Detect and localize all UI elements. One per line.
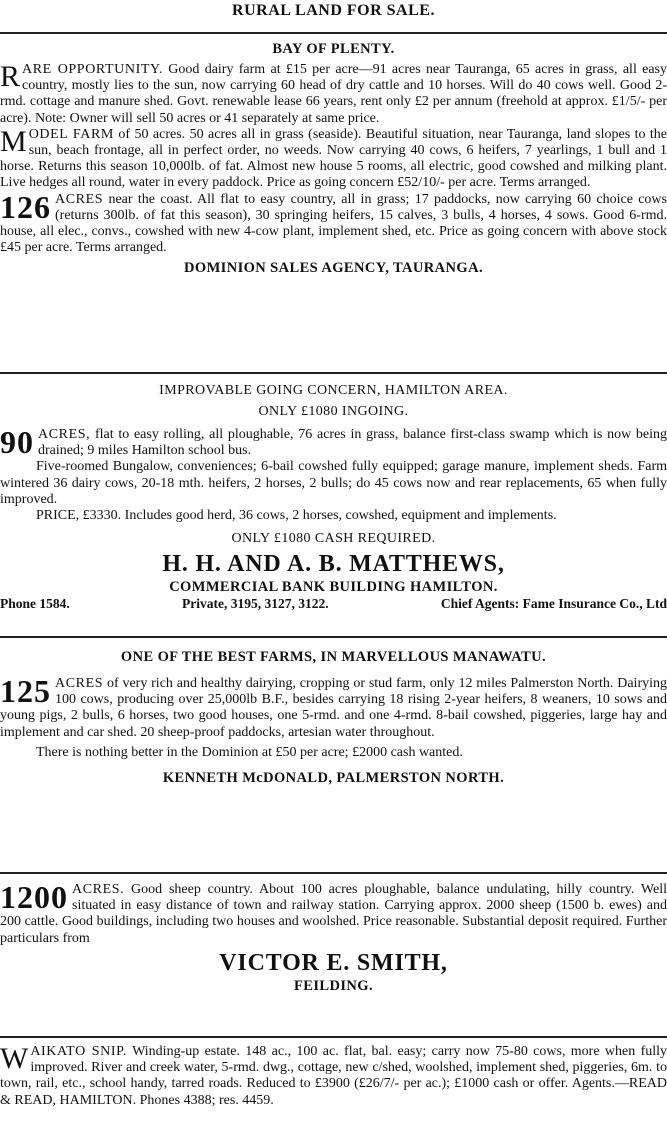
hamilton-text-3: PRICE, £3330. Includes good herd, 36 cows, 2 horses, cowshed, equipment and implements. xyxy=(36,508,557,524)
hamilton-dropcap: 90 xyxy=(0,424,34,460)
hamilton-ad xyxy=(0,424,667,460)
hamilton-chief-agents: Chief Agents: Fame Insurance Co., Ltd xyxy=(440,596,667,612)
sheep-country-section xyxy=(0,879,667,995)
waikato-section xyxy=(0,1044,667,1109)
bay-ad-2-lead: ODEL FARM xyxy=(28,126,114,142)
bay-ad-2-text: of 50 acres. 50 acres all in grass (seaside). Beautiful situation, near Tauranga, land slopes to the sun, beach frontage, all in perfect order, no weeds. Now carrying 40 cows, 6 heifers, 7 yearlings, 1 bull and 1 horse. Returns this season 10,000lb. of fat. Almost new house 5 rooms, all electric, good cowshed and milking plant. Live hedges all round, water in every paddock. Price as going concern £52/10/- per acre. Terms arranged. xyxy=(0,126,667,191)
hamilton-rule xyxy=(0,636,667,638)
sheep-agent: VICTOR E. SMITH, xyxy=(219,949,448,976)
manawatu-heading: ONE OF THE BEST FARMS, IN MARVELLOUS MANAWATU. xyxy=(120,649,547,665)
bay-ad-1-dropcap: R xyxy=(0,60,22,93)
hamilton-lead: ACRES, xyxy=(38,427,91,442)
hamilton-phone-line xyxy=(0,596,667,612)
manawatu-text-2: There is nothing better in the Dominion at £50 per acre; £2000 cash wanted. xyxy=(36,744,463,760)
sheep-place: FEILDING. xyxy=(294,977,373,994)
hamilton-subheading: ONLY £1080 INGOING. xyxy=(258,404,409,419)
sheep-dropcap: 1200 xyxy=(0,879,68,915)
hamilton-heading: IMPROVABLE GOING CONCERN, HAMILTON AREA. xyxy=(159,383,508,398)
hamilton-section xyxy=(0,382,667,612)
manawatu-ad xyxy=(0,673,667,741)
manawatu-lead: ACRES xyxy=(55,676,104,691)
bay-ad-3-text: near the coast. All flat to easy country, all in grass; 17 paddocks, now carrying 60 choice cows (returns 300lb. of fat this season), 30 springing heifers, 15 calves, 3 bulls, 4 horses, 4 sows. Good 6-rmd. house, all elec., convs., cowshed with new 4-cow plant, implement shed, etc. Price as going concern with above stock £45 per acre. Terms arranged. xyxy=(0,191,667,256)
manawatu-rule xyxy=(0,872,667,874)
bay-heading: BAY OF PLENTY. xyxy=(272,41,395,57)
hamilton-agent: H. H. AND A. B. MATTHEWS, xyxy=(162,551,505,578)
bay-ad-2-dropcap: M xyxy=(0,124,28,158)
sheep-text: Good sheep country. About 100 acres ploughable, balance undulating, hilly country. Well situated in easy distance of town and railway station. Carrying approx. 2000 sheep (1500 b. ewes) and 200 cattle. Good buildings, including two houses and woolshed. Price reasonable. Substantial deposit required. Further particulars from xyxy=(0,882,667,946)
hamilton-text: flat to easy rolling, all ploughable, 76 acres in grass, balance first-class swamp which is now being drained; 9 miles Hamilton school bus. xyxy=(38,427,667,459)
waikato-dropcap: W xyxy=(0,1042,30,1075)
hamilton-address: COMMERCIAL BANK BUILDING HAMILTON. xyxy=(169,579,498,596)
hamilton-private: Private, 3195, 3127, 3122. xyxy=(182,596,329,612)
bay-ad-2 xyxy=(0,124,667,192)
manawatu-dropcap: 125 xyxy=(0,673,51,709)
waikato-text: Winding-up estate. 148 ac., 100 ac. flat, bal. easy; carry now 75-80 cows, more when fully improved. River and creek water, 5-rmd. dwg., cottage, new c/shed, woolshed, implement shed, piggeries, 6m. to town, rail, etc., school handy, tarred roads. Reduced to £3900 (£26/7/- per ac.); £1000 cash or offer. Agents.—READ & READ, HAMILTON. Phones 4388; res. 4459. xyxy=(0,1044,667,1108)
manawatu-section xyxy=(0,648,667,787)
bay-ad-3-lead: ACRES xyxy=(55,191,104,207)
waikato-lead: AIKATO SNIP. xyxy=(30,1044,128,1059)
bay-ad-1-lead: ARE OPPORTUNITY. xyxy=(22,62,163,77)
manawatu-agent: KENNETH McDONALD, PALMERSTON NORTH. xyxy=(162,770,505,787)
sheep-ad xyxy=(0,879,667,947)
bay-agent: DOMINION SALES AGENCY, TAURANGA. xyxy=(184,260,483,277)
page-title: RURAL LAND FOR SALE. xyxy=(232,2,435,19)
manawatu-text: of very rich and healthy dairying, cropping or stud farm, only 12 miles Palmerston North. Dairying 100 cows, producing over 25,000lb B.F., besides carrying 18 rising 2-year heifers, 8 weaners, 10 sows and young pigs, 2 bulls, 6 horses, two good houses, one 5-rmd. and one 4-rmd. 8-bail cowshed, piggeries, large hay and implement and car shed. 20 sheep-proof paddocks, artesian water throughout. xyxy=(0,676,667,740)
sheep-lead: ACRES. xyxy=(72,882,125,897)
bay-of-plenty-section xyxy=(0,40,667,277)
hamilton-cash: ONLY £1080 CASH REQUIRED. xyxy=(231,531,436,547)
waikato-ad xyxy=(0,1044,667,1109)
bay-rule xyxy=(0,372,667,374)
bay-ad-1 xyxy=(0,62,667,127)
bay-ad-3-dropcap: 126 xyxy=(0,188,51,225)
bay-ad-3 xyxy=(0,188,667,257)
bay-ad-1-text: Good dairy farm at £15 per acre—91 acres near Tauranga, 65 acres in grass, all easy country, mostly lies to the sun, now carrying 60 head of dry cattle and 10 horses. Will do 40 cows well. Good 2-rmd. cottage and manure shed. Govt. renewable lease 66 years, rent only £2 per annum (freehold at approx. £1/5/- per acre). Note: Owner will sell 50 acres or 41 separately at same price. xyxy=(0,62,667,126)
sheep-rule xyxy=(0,1036,667,1038)
hamilton-text-2: Five-roomed Bungalow, conveniences; 6-bail cowshed fully equipped; garage manure, implement sheds. Farm wintered 36 dairy cows, 20-18 mth. heifers, 2 horses, 2 bulls; do 45 cows now and rear replacements, 65 when fully improved. xyxy=(0,459,667,507)
title-rule xyxy=(0,32,667,34)
hamilton-phone: Phone 1584. xyxy=(0,596,70,612)
